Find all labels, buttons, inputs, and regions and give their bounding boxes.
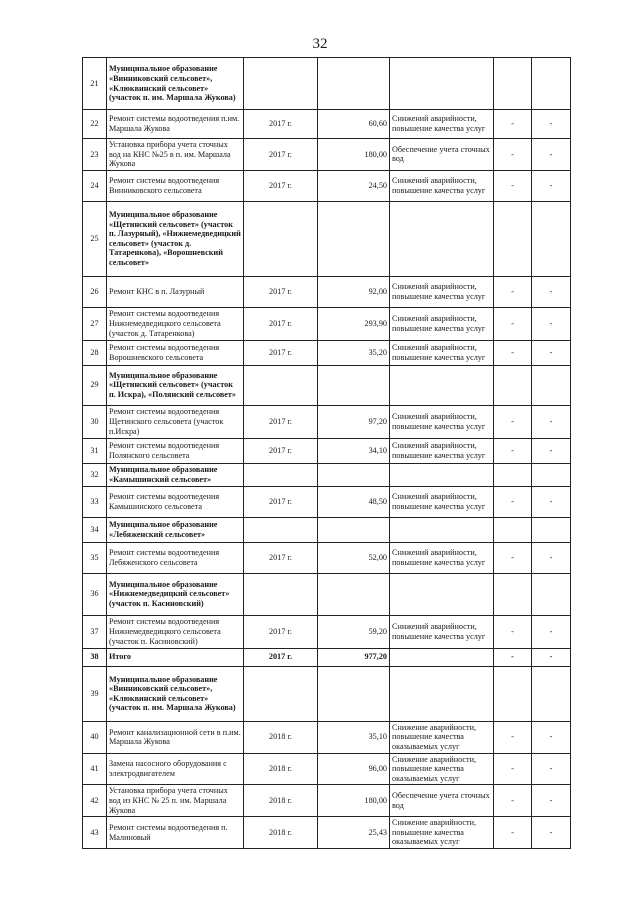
indicator-cell: [532, 365, 571, 405]
row-number-cell: 26: [83, 276, 107, 307]
year-cell: 2018 г.: [244, 785, 318, 817]
table-row: [83, 340, 571, 365]
indicator-cell: -: [494, 721, 532, 753]
row-number-cell: 22: [83, 110, 107, 139]
table-row: [83, 666, 571, 721]
amount-cell: 180,00: [318, 139, 390, 171]
row-number-cell: 36: [83, 573, 107, 615]
year-cell: [244, 666, 318, 721]
table-row: [83, 817, 571, 849]
amount-cell: 60,60: [318, 110, 390, 139]
measure-name-cell: Ремонт системы водоотведения Лебяженского сельсовета: [107, 542, 244, 573]
table-row: [83, 486, 571, 517]
row-number-cell: 31: [83, 438, 107, 463]
indicator-cell: -: [532, 276, 571, 307]
indicator-cell: -: [532, 139, 571, 171]
row-number-cell: 27: [83, 307, 107, 340]
measure-name-cell: Муниципальное образование «Щетинский сельсовет» (участок п. Лазурный), «Нижнемедведицкий сельсовет» (участок д. Татаренкова), «Ворошневский сельсовет»: [107, 201, 244, 276]
row-number-cell: 25: [83, 201, 107, 276]
table-row: [83, 365, 571, 405]
indicator-cell: -: [494, 405, 532, 438]
amount-cell: 25,43: [318, 817, 390, 849]
year-cell: [244, 463, 318, 486]
measure-name-cell: Ремонт системы водоотведения Нижнемедведицкого сельсовета (участок д. Татаренкова): [107, 307, 244, 340]
indicator-cell: [532, 666, 571, 721]
indicator-cell: -: [532, 486, 571, 517]
amount-cell: 34,10: [318, 438, 390, 463]
measure-name-cell: Ремонт системы водоотведения п. Малиновый: [107, 817, 244, 849]
year-cell: 2018 г.: [244, 753, 318, 785]
effect-cell: [390, 648, 494, 666]
row-number-cell: 28: [83, 340, 107, 365]
measure-name-cell: Установка прибора учета сточных вод на КНС №25 в п. им. Маршала Жукова: [107, 139, 244, 171]
effect-cell: Снижений аварийности, повышение качества услуг: [390, 110, 494, 139]
amount-cell: 96,00: [318, 753, 390, 785]
indicator-cell: -: [532, 405, 571, 438]
year-cell: 2017 г.: [244, 110, 318, 139]
year-cell: [244, 517, 318, 542]
row-number-cell: 41: [83, 753, 107, 785]
indicator-cell: [494, 463, 532, 486]
amount-cell: 59,20: [318, 615, 390, 648]
year-cell: 2017 г.: [244, 139, 318, 171]
indicator-cell: -: [494, 817, 532, 849]
row-number-cell: 34: [83, 517, 107, 542]
year-cell: 2017 г.: [244, 648, 318, 666]
effect-cell: [390, 463, 494, 486]
table-row: [83, 615, 571, 648]
measure-name-cell: Муниципальное образование «Нижнемедведицкий сельсовет» (участок п. Касиновский): [107, 573, 244, 615]
indicator-cell: -: [494, 438, 532, 463]
indicator-cell: -: [532, 615, 571, 648]
measure-name-cell: Замена насосного оборудования с электродвигателем: [107, 753, 244, 785]
indicator-cell: -: [532, 753, 571, 785]
measure-name-cell: Ремонт системы водоотведения Винниковского сельсовета: [107, 170, 244, 201]
amount-cell: 52,00: [318, 542, 390, 573]
row-number-cell: 37: [83, 615, 107, 648]
effect-cell: Снижение аварийности, повышение качества оказываемых услуг: [390, 721, 494, 753]
effect-cell: Снижений аварийности, повышение качества услуг: [390, 405, 494, 438]
effect-cell: [390, 666, 494, 721]
amount-cell: 24,50: [318, 170, 390, 201]
year-cell: 2017 г.: [244, 542, 318, 573]
effect-cell: Снижений аварийности, повышение качества услуг: [390, 438, 494, 463]
effect-cell: Снижение аварийности, повышение качества оказываемых услуг: [390, 753, 494, 785]
row-number-cell: 40: [83, 721, 107, 753]
amount-cell: [318, 365, 390, 405]
indicator-cell: [532, 58, 571, 110]
measure-name-cell: Муниципальное образование «Щетинский сельсовет» (участок п. Искра), «Полянский сельсовет»: [107, 365, 244, 405]
table-row: [83, 276, 571, 307]
indicator-cell: -: [494, 785, 532, 817]
indicator-cell: -: [532, 817, 571, 849]
row-number-cell: 30: [83, 405, 107, 438]
measure-name-cell: Муниципальное образование «Винниковский сельсовет», «Клюквинский сельсовет» (участок п. им. Маршала Жукова): [107, 58, 244, 110]
measure-name-cell: Установка прибора учета сточных вод из КНС № 25 п. им. Маршала Жукова: [107, 785, 244, 817]
indicator-cell: [532, 463, 571, 486]
row-number-cell: 33: [83, 486, 107, 517]
indicator-cell: -: [494, 486, 532, 517]
amount-cell: 92,00: [318, 276, 390, 307]
table-row: [83, 785, 571, 817]
total-row: [83, 648, 571, 666]
table-row: [83, 438, 571, 463]
table-row: [83, 307, 571, 340]
indicator-cell: [494, 573, 532, 615]
indicator-cell: -: [494, 542, 532, 573]
measure-name-cell: Муниципальное образование «Камышинский сельсовет»: [107, 463, 244, 486]
indicator-cell: -: [532, 110, 571, 139]
measure-name-cell: Ремонт системы водоотведения п.им. Маршала Жукова: [107, 110, 244, 139]
row-number-cell: 29: [83, 365, 107, 405]
year-cell: 2017 г.: [244, 340, 318, 365]
amount-cell: 180,00: [318, 785, 390, 817]
amount-cell: 48,50: [318, 486, 390, 517]
effect-cell: Снижений аварийности, повышение качества услуг: [390, 615, 494, 648]
table-row: [83, 517, 571, 542]
program-table: [82, 57, 571, 849]
table-row: [83, 573, 571, 615]
indicator-cell: -: [494, 340, 532, 365]
indicator-cell: -: [532, 340, 571, 365]
effect-cell: Снижение аварийности, повышение качества оказываемых услуг: [390, 817, 494, 849]
effect-cell: [390, 201, 494, 276]
amount-cell: [318, 201, 390, 276]
indicator-cell: -: [494, 139, 532, 171]
amount-cell: [318, 666, 390, 721]
row-number-cell: 38: [83, 648, 107, 666]
effect-cell: Снижений аварийности, повышение качества услуг: [390, 170, 494, 201]
indicator-cell: [494, 666, 532, 721]
effect-cell: [390, 365, 494, 405]
measure-name-cell: Итого: [107, 648, 244, 666]
indicator-cell: -: [532, 648, 571, 666]
indicator-cell: -: [532, 542, 571, 573]
table-row: [83, 201, 571, 276]
measure-name-cell: Ремонт системы водоотведения Ворошневского сельсовета: [107, 340, 244, 365]
table-row: [83, 721, 571, 753]
year-cell: [244, 201, 318, 276]
amount-cell: [318, 463, 390, 486]
indicator-cell: -: [532, 307, 571, 340]
table-row: [83, 170, 571, 201]
amount-cell: 293,90: [318, 307, 390, 340]
table-row: [83, 753, 571, 785]
year-cell: 2017 г.: [244, 170, 318, 201]
measure-name-cell: Ремонт КНС в п. Лазурный: [107, 276, 244, 307]
amount-cell: [318, 517, 390, 542]
year-cell: 2017 г.: [244, 307, 318, 340]
table-row: [83, 58, 571, 110]
amount-cell: 97,20: [318, 405, 390, 438]
row-number-cell: 42: [83, 785, 107, 817]
indicator-cell: -: [494, 276, 532, 307]
indicator-cell: [494, 201, 532, 276]
row-number-cell: 23: [83, 139, 107, 171]
row-number-cell: 43: [83, 817, 107, 849]
measure-name-cell: Ремонт канализационной сети в п.им. Маршала Жукова: [107, 721, 244, 753]
year-cell: 2018 г.: [244, 721, 318, 753]
amount-cell: [318, 58, 390, 110]
effect-cell: Снижений аварийности, повышение качества услуг: [390, 486, 494, 517]
measure-name-cell: Муниципальное образование «Лебяженский сельсовет»: [107, 517, 244, 542]
effect-cell: Снижений аварийности, повышение качества услуг: [390, 307, 494, 340]
measure-name-cell: Муниципальное образование «Винниковский сельсовет», «Клюквинский сельсовет» (участок п. им. Маршала Жукова): [107, 666, 244, 721]
year-cell: [244, 573, 318, 615]
indicator-cell: -: [494, 753, 532, 785]
effect-cell: Снижений аварийности, повышение качества услуг: [390, 276, 494, 307]
effect-cell: Снижений аварийности, повышение качества услуг: [390, 340, 494, 365]
amount-cell: 977,20: [318, 648, 390, 666]
indicator-cell: [494, 517, 532, 542]
measure-name-cell: Ремонт системы водоотведения Камышинского сельсовета: [107, 486, 244, 517]
effect-cell: Обеспечение учета сточных вод: [390, 139, 494, 171]
indicator-cell: -: [494, 648, 532, 666]
page-number: 32: [312, 36, 328, 52]
year-cell: 2018 г.: [244, 817, 318, 849]
amount-cell: 35,20: [318, 340, 390, 365]
effect-cell: [390, 517, 494, 542]
measure-name-cell: Ремонт системы водоотведения Нижнемедведицкого сельсовета (участок п. Касиновский): [107, 615, 244, 648]
effect-cell: Снижений аварийности, повышение качества услуг: [390, 542, 494, 573]
row-number-cell: 21: [83, 58, 107, 110]
indicator-cell: [532, 573, 571, 615]
effect-cell: [390, 573, 494, 615]
measure-name-cell: Ремонт системы водоотведения Полянского сельсовета: [107, 438, 244, 463]
indicator-cell: -: [494, 110, 532, 139]
indicator-cell: -: [532, 170, 571, 201]
table-row: [83, 463, 571, 486]
indicator-cell: [532, 201, 571, 276]
effect-cell: Обеспечение учета сточных вод: [390, 785, 494, 817]
row-number-cell: 24: [83, 170, 107, 201]
amount-cell: 35,10: [318, 721, 390, 753]
year-cell: [244, 58, 318, 110]
row-number-cell: 35: [83, 542, 107, 573]
measure-name-cell: Ремонт системы водоотведения Щетинского сельсовета (участок п.Искра): [107, 405, 244, 438]
indicator-cell: -: [532, 438, 571, 463]
table-body: [83, 58, 571, 849]
year-cell: 2017 г.: [244, 486, 318, 517]
year-cell: [244, 365, 318, 405]
indicator-cell: -: [532, 785, 571, 817]
indicator-cell: [494, 58, 532, 110]
indicator-cell: -: [494, 615, 532, 648]
year-cell: 2017 г.: [244, 276, 318, 307]
table-row: [83, 139, 571, 171]
year-cell: 2017 г.: [244, 438, 318, 463]
indicator-cell: -: [494, 170, 532, 201]
indicator-cell: -: [532, 721, 571, 753]
indicator-cell: -: [494, 307, 532, 340]
row-number-cell: 32: [83, 463, 107, 486]
indicator-cell: [532, 517, 571, 542]
year-cell: 2017 г.: [244, 615, 318, 648]
table-row: [83, 405, 571, 438]
row-number-cell: 39: [83, 666, 107, 721]
table-row: [83, 110, 571, 139]
year-cell: 2017 г.: [244, 405, 318, 438]
effect-cell: [390, 58, 494, 110]
amount-cell: [318, 573, 390, 615]
table-row: [83, 542, 571, 573]
indicator-cell: [494, 365, 532, 405]
